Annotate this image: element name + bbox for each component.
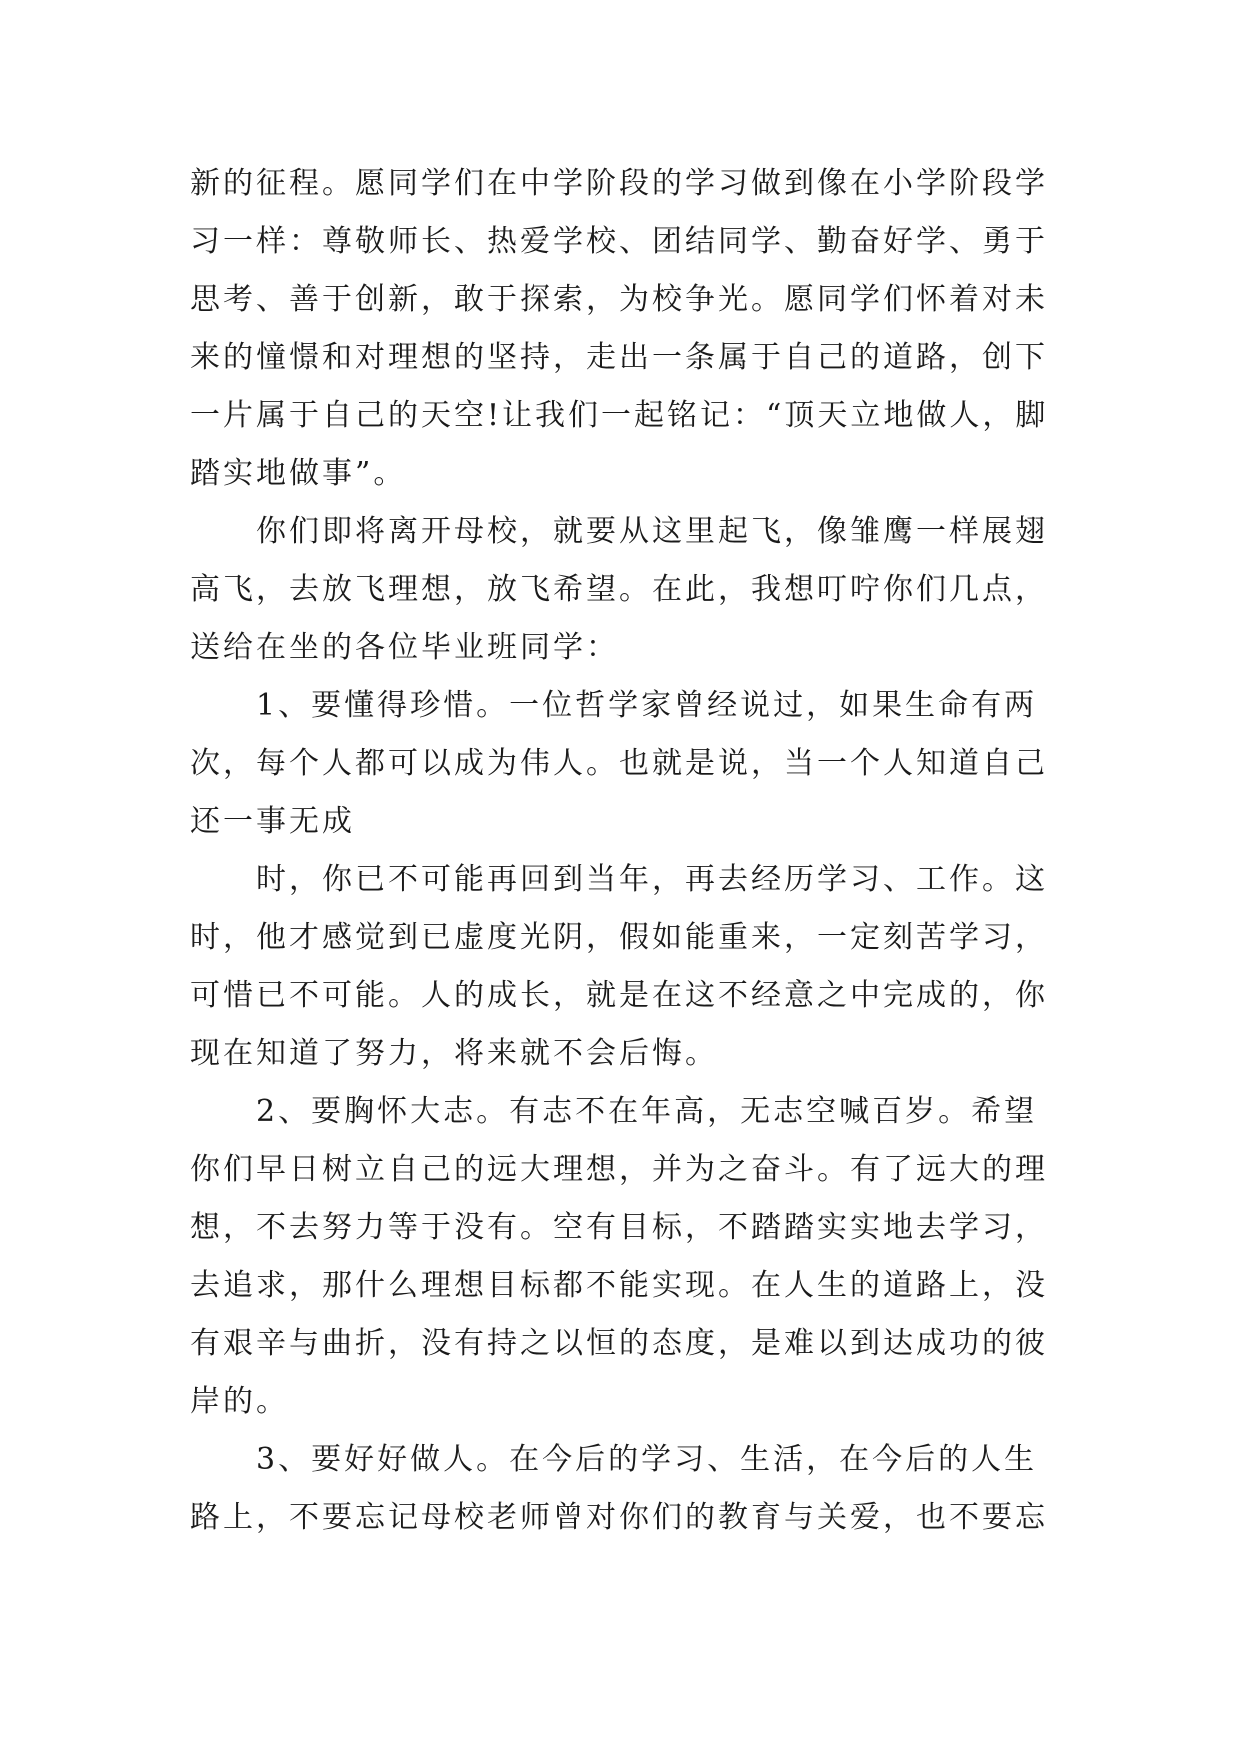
paragraph-point-2 xyxy=(190,1083,1050,1431)
text-line: 想，不去努力等于没有。空有目标，不踏踏实实地去学习， xyxy=(190,1210,1048,1245)
text-line: 2、要胸怀大志。有志不在年高，无志空喊百岁。希望 xyxy=(256,1094,1038,1129)
text-line: 有艰辛与曲折，没有持之以恒的态度，是难以到达成功的彼 xyxy=(190,1326,1048,1361)
paragraph-point-3 xyxy=(190,1431,1050,1547)
text-line: 现在知道了努力，将来就不会后悔。 xyxy=(190,1036,718,1071)
text-line: 你们早日树立自己的远大理想，并为之奋斗。有了远大的理 xyxy=(190,1152,1048,1187)
text-line: 习一样：尊敬师长、热爱学校、团结同学、勤奋好学、勇于 xyxy=(190,224,1048,259)
text-line: 来的憧憬和对理想的坚持，走出一条属于自己的道路，创下 xyxy=(190,340,1048,375)
text-line: 3、要好好做人。在今后的学习、生活，在今后的人生 xyxy=(256,1442,1038,1477)
paragraph-farewell xyxy=(190,503,1050,677)
paragraph-point-1 xyxy=(190,677,1050,851)
text-line: 高飞，去放飞理想，放飞希望。在此，我想叮咛你们几点， xyxy=(190,572,1048,607)
text-line: 你们即将离开母校，就要从这里起飞，像雏鹰一样展翅 xyxy=(256,514,1048,549)
text-line: 时，他才感觉到已虚度光阴，假如能重来，一定刻苦学习， xyxy=(190,920,1048,955)
text-line: 送给在坐的各位毕业班同学： xyxy=(190,630,619,665)
text-line: 一片属于自己的天空!让我们一起铭记：“顶天立地做人，脚 xyxy=(190,398,1049,433)
text-line: 岸的。 xyxy=(190,1384,289,1419)
text-line: 次，每个人都可以成为伟人。也就是说，当一个人知道自己 xyxy=(190,746,1048,781)
text-line: 还一事无成 xyxy=(190,804,355,839)
text-line: 可惜已不可能。人的成长，就是在这不经意之中完成的，你 xyxy=(190,978,1048,1013)
text-line: 思考、善于创新，敢于探索，为校争光。愿同学们怀着对未 xyxy=(190,282,1048,317)
text-line: 时，你已不可能再回到当年，再去经历学习、工作。这 xyxy=(256,862,1048,897)
paragraph-continuation xyxy=(190,155,1050,503)
text-line: 去追求，那什么理想目标都不能实现。在人生的道路上，没 xyxy=(190,1268,1048,1303)
text-line: 新的征程。愿同学们在中学阶段的学习做到像在小学阶段学 xyxy=(190,166,1048,201)
text-line: 踏实地做事”。 xyxy=(190,456,407,491)
text-line: 路上，不要忘记母校老师曾对你们的教育与关爱，也不要忘 xyxy=(190,1500,1048,1535)
paragraph-point-1-continued xyxy=(190,851,1050,1083)
document-body xyxy=(190,155,1050,1547)
text-line: 1、要懂得珍惜。一位哲学家曾经说过，如果生命有两 xyxy=(256,688,1038,723)
